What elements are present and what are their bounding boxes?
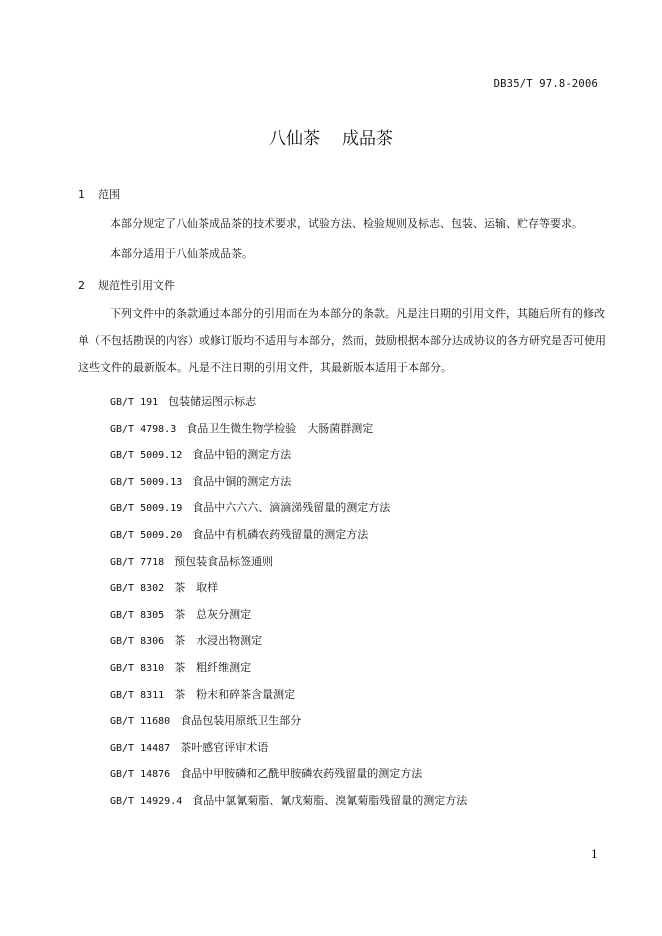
reference-code: GB/T 5009.19 — [110, 503, 183, 515]
reference-code: GB/T 5009.13 — [110, 476, 183, 488]
standard-code: DB35/T 97.8-2006 — [493, 78, 598, 90]
reference-item — [110, 522, 467, 549]
reference-code: GB/T 8305 — [110, 609, 165, 621]
reference-code: GB/T 8306 — [110, 636, 165, 648]
reference-title: 预包装食品标签通则 — [174, 554, 274, 568]
section-1-paragraph-1: 本部分规定了八仙茶成品茶的技术要求，试验方法、检验规则及标志、包装、运输、贮存等要求。 — [110, 217, 583, 230]
reference-title: 食品中铅的测定方法 — [192, 448, 292, 462]
page-number: 1 — [591, 848, 598, 861]
reference-item — [110, 549, 467, 576]
reference-code: GB/T 4798.3 — [110, 423, 177, 435]
reference-code: GB/T 8311 — [110, 689, 165, 701]
reference-code: GB/T 191 — [110, 397, 159, 408]
section-number: 1 — [78, 188, 85, 201]
section-2-intro: 下列文件中的条款通过本部分的引用而在为本部分的条款。凡是注日期的引用文件，其随后所有的修改单（不包括勘误的内容）或修订版均不适用与本部分，然而，鼓励根据本部分达成协议的各方研究是否可使用这些文件的最新版本。凡是不注日期的引用文件，其最新版本适用于本部分。 — [78, 307, 606, 374]
reference-item — [110, 682, 467, 709]
reference-title: 茶 总灰分测定 — [174, 607, 252, 621]
reference-title: 食品中六六六、滴滴涕残留量的测定方法 — [192, 501, 391, 515]
title-part-2: 成品茶 — [342, 129, 393, 149]
reference-code: GB/T 11680 — [110, 716, 171, 728]
section-number: 2 — [78, 279, 85, 292]
reference-code: GB/T 7718 — [110, 556, 165, 568]
reference-title: 茶 取样 — [174, 581, 219, 595]
reference-code: GB/T 8302 — [110, 583, 165, 595]
reference-title: 食品中氯氰菊脂、氰戊菊脂、溴氰菊脂残留量的测定方法 — [192, 793, 468, 807]
reference-item — [110, 761, 467, 788]
reference-code: GB/T 8310 — [110, 662, 165, 674]
reference-title: 包装储运图示标志 — [168, 395, 257, 408]
reference-item — [110, 389, 467, 416]
reference-item — [110, 469, 467, 496]
reference-item — [110, 495, 467, 522]
reference-item — [110, 708, 467, 735]
section-title: 范围 — [98, 188, 120, 201]
reference-item — [110, 788, 467, 815]
section-1-heading — [78, 186, 120, 202]
reference-code: GB/T 14929.4 — [110, 795, 183, 807]
reference-item — [110, 416, 467, 443]
section-1-paragraph-2: 本部分适用于八仙茶成品茶。 — [110, 247, 253, 260]
reference-title: 食品中铜的测定方法 — [192, 474, 292, 488]
reference-code: GB/T 5009.20 — [110, 529, 183, 541]
title-part-1: 八仙茶 — [269, 129, 320, 149]
reference-title: 食品中有机磷农药残留量的测定方法 — [192, 527, 369, 541]
reference-title: 茶 粉末和碎茶含量测定 — [174, 687, 296, 701]
reference-item — [110, 735, 467, 762]
reference-title: 食品中甲胺磷和乙酰甲胺磷农药残留量的测定方法 — [180, 767, 423, 781]
reference-title: 食品卫生微生物学检验 大肠菌群测定 — [186, 421, 374, 435]
reference-code: GB/T 14487 — [110, 742, 171, 754]
document-title — [0, 124, 662, 149]
reference-item — [110, 442, 467, 469]
reference-code: GB/T 14876 — [110, 769, 171, 781]
reference-title: 食品包装用原纸卫生部分 — [180, 714, 302, 728]
reference-title: 茶 水浸出物测定 — [174, 634, 263, 648]
reference-item — [110, 575, 467, 602]
reference-code: GB/T 5009.12 — [110, 450, 183, 462]
reference-item — [110, 628, 467, 655]
reference-item — [110, 602, 467, 629]
reference-list — [110, 389, 467, 815]
reference-item — [110, 655, 467, 682]
section-2-heading — [78, 277, 175, 293]
reference-title: 茶叶感官评审术语 — [180, 740, 269, 754]
reference-title: 茶 粗纤维测定 — [174, 660, 252, 674]
section-title: 规范性引用文件 — [98, 279, 175, 292]
